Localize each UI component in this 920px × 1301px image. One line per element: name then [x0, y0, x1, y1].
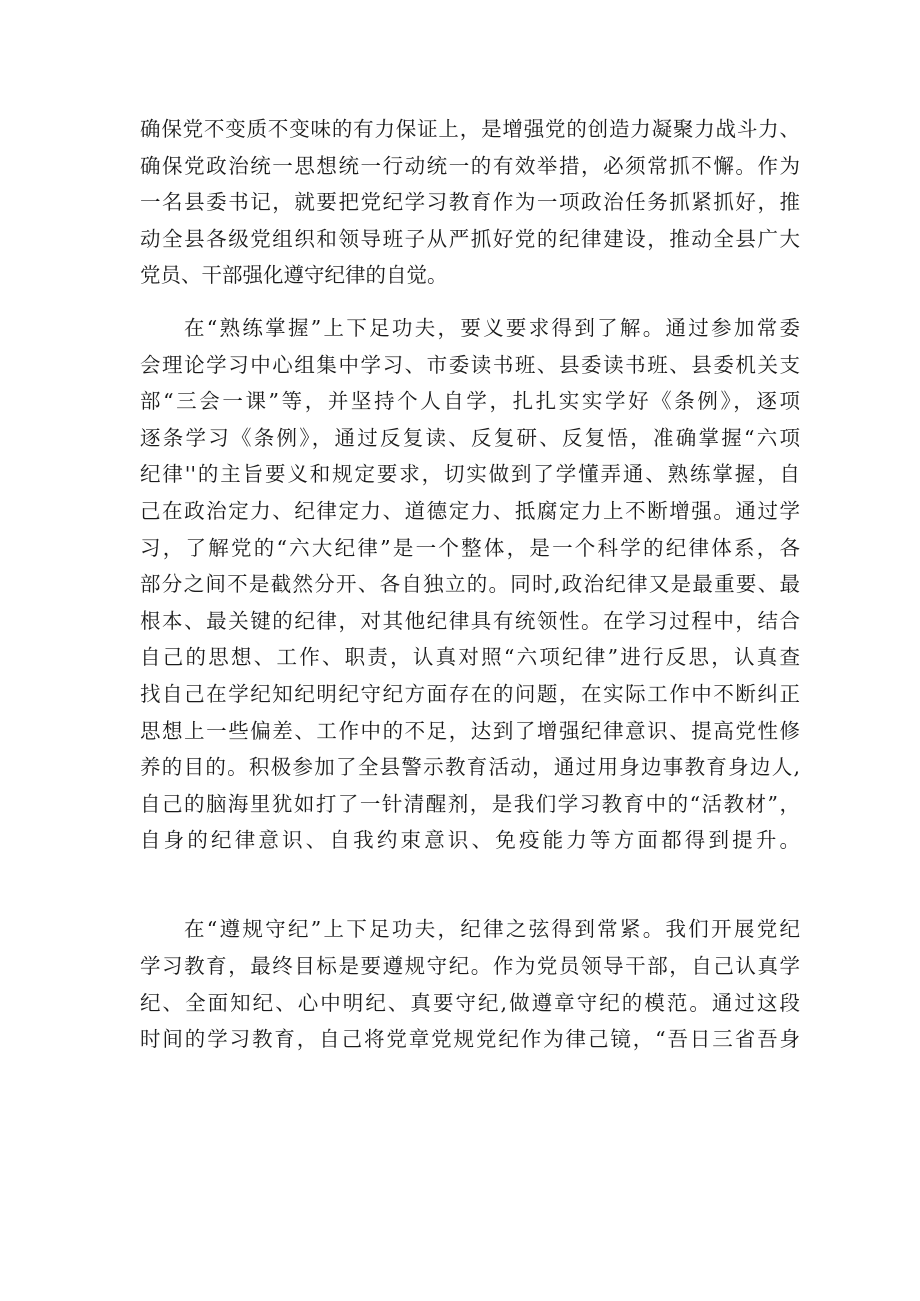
text-line: 自己的脑海里犹如打了一针清醒剂，是我们学习教育中的“活教材”， [140, 791, 800, 816]
text-line: 确保党不变质不变味的有力保证上，是增强党的创造力凝聚力战斗力、 [140, 117, 800, 141]
text-line: 在“熟练掌握”上下足功夫，要义要求得到了解。通过参加常委 [184, 315, 800, 340]
text-line: 学习教育，最终目标是要遵规守纪。作为党员领导干部，自己认真学 [140, 954, 800, 979]
text-line: 部“三会一课”等，并坚持个人自学，扎扎实实学好《条例》，逐项 [140, 389, 800, 414]
paragraph-spacer [140, 294, 800, 310]
text-line: 纪律''的主旨要义和规定要求，切实做到了学懂弄通、熟练掌握，自 [140, 462, 800, 487]
text-line: 习，了解党的“六大纪律”是一个整体，是一个科学的纪律体系，各 [140, 535, 800, 560]
text-line: 思想上一些偏差、工作中的不足，达到了增强纪律意识、提高党性修 [140, 718, 800, 743]
paragraph-3 [140, 911, 800, 1057]
text-line: 己在政治定力、纪律定力、道德定力、抵腐定力上不断增强。通过学 [140, 498, 800, 523]
paragraph-2 [140, 310, 800, 896]
text-line: 在“遵规守纪”上下足功夫，纪律之弦得到常紧。我们开展党纪 [184, 917, 800, 942]
text-line: 自己的思想、工作、职责，认真对照“六项纪律”进行反思，认真查 [140, 645, 800, 670]
document-body [140, 111, 800, 1058]
text-line: 养的目的。积极参加了全县警示教育活动，通过用身边事教育身边人, [140, 755, 800, 780]
text-line: 时间的学习教育，自己将党章党规党纪作为律己镜，“吾日三省吾身 [140, 1027, 800, 1052]
text-line: 党员、干部强化遵守纪律的自觉。 [140, 263, 448, 288]
text-line: 根本、最关键的纪律，对其他纪律具有统领性。在学习过程中，结合 [140, 608, 800, 633]
text-line: 自身的纪律意识、自我约束意识、免疫能力等方面都得到提升。 [140, 828, 800, 853]
text-line [140, 859, 800, 896]
text-line: 找自己在学纪知纪明纪守纪方面存在的问题，在实际工作中不断纠正 [140, 681, 800, 706]
paragraph-spacer [140, 895, 800, 911]
text-line: 会理论学习中心组集中学习、市委读书班、县委读书班、县委机关支 [140, 352, 800, 377]
text-line: 逐条学习《条例》，通过反复读、反复研、反复悟，准确掌握“六项 [140, 425, 800, 450]
text-line: 纪、全面知纪、心中明纪、真要守纪,做遵章守纪的模范。通过这段 [140, 990, 800, 1015]
text-line: 部分之间不是截然分开、各自独立的。同时,政治纪律又是最重要、最 [140, 572, 800, 597]
text-line: 确保党政治统一思想统一行动统一的有效举措，必须常抓不懈。作为 [140, 153, 800, 178]
text-line: 一名县委书记，就要把党纪学习教育作为一项政治任务抓紧抓好，推 [140, 190, 800, 215]
paragraph-1 [140, 111, 800, 294]
text-line: 动全县各级党组织和领导班子从严抓好党的纪律建设，推动全县广大 [140, 226, 800, 251]
